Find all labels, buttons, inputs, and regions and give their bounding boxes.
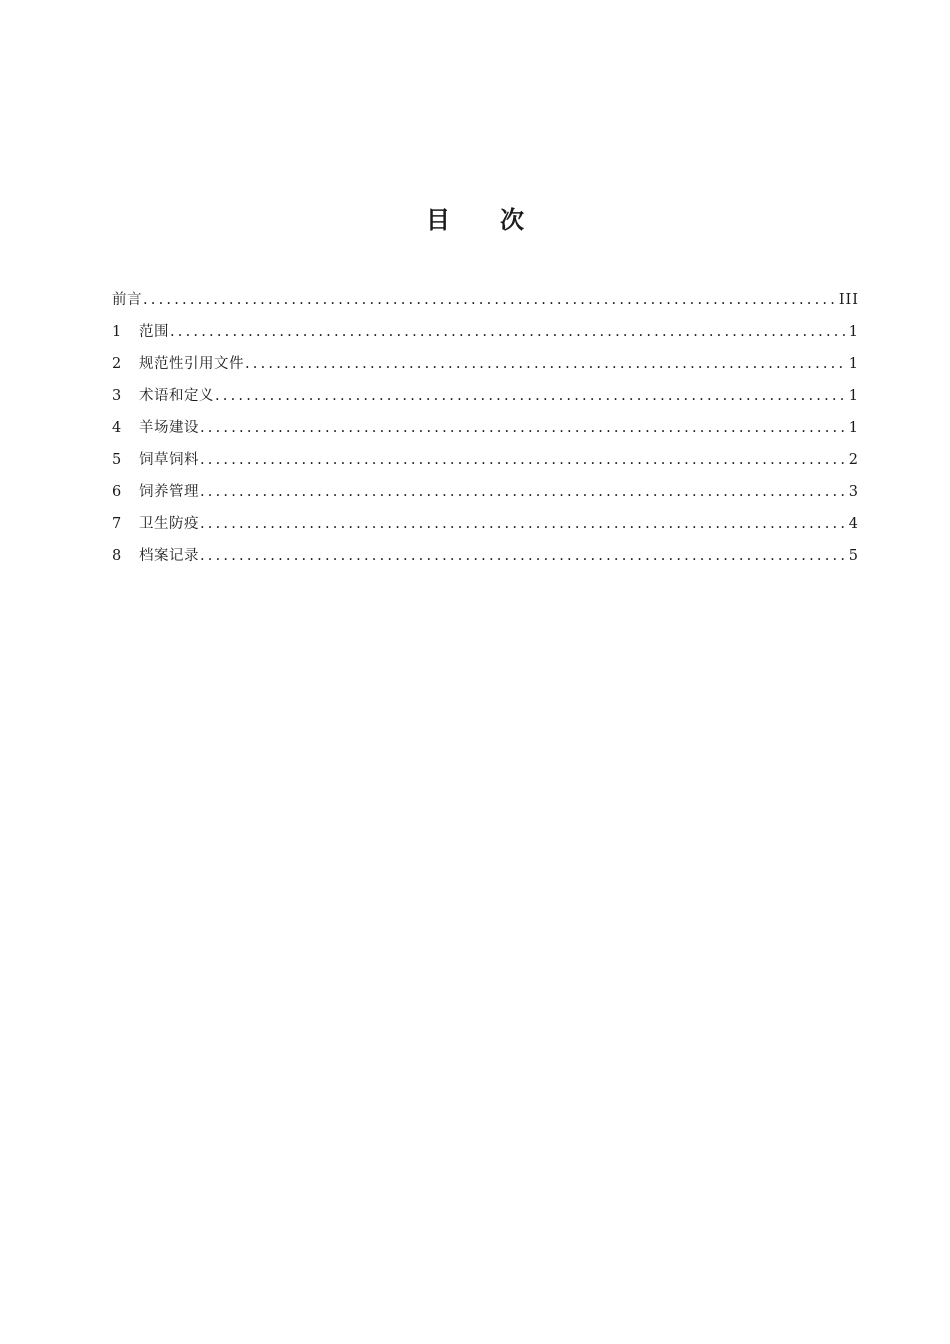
toc-entry-page: 1 xyxy=(848,324,859,340)
toc-entry-page: 5 xyxy=(848,548,859,564)
toc-entry-page: 3 xyxy=(848,484,859,500)
toc-entry-page: 1 xyxy=(848,388,859,404)
toc-entry-number: 1 xyxy=(112,324,122,340)
toc-entry-7[interactable] xyxy=(112,508,859,540)
toc-leader-dots xyxy=(200,540,845,572)
toc-leader-dots xyxy=(200,476,845,508)
toc-entry-number: 6 xyxy=(112,484,122,500)
toc-title-part1: 目 xyxy=(426,206,450,234)
toc-entry-page: 4 xyxy=(848,516,859,532)
toc-entry-number: 7 xyxy=(112,516,122,532)
toc-leader-dots xyxy=(143,284,835,316)
toc-leader-dots xyxy=(245,348,845,380)
toc-entry-text: 档案记录 xyxy=(139,548,199,564)
toc-leader-dots xyxy=(200,444,845,476)
toc-entry-number: 2 xyxy=(112,356,122,372)
toc-entry-8[interactable] xyxy=(112,540,859,572)
toc-entry-text: 饲养管理 xyxy=(139,484,199,500)
toc-entry-3[interactable] xyxy=(112,380,859,412)
toc-entry-number: 5 xyxy=(112,452,122,468)
toc-title-part2: 次 xyxy=(500,206,524,234)
toc-entry-4[interactable] xyxy=(112,412,859,444)
toc-entry-text: 范围 xyxy=(139,324,169,340)
toc-list xyxy=(112,284,859,572)
toc-leader-dots xyxy=(215,380,845,412)
toc-entry-text: 规范性引用文件 xyxy=(139,356,244,372)
toc-entry-text: 前言 xyxy=(112,292,142,308)
toc-entry-1[interactable] xyxy=(112,316,859,348)
toc-title xyxy=(0,200,950,235)
toc-entry-text: 卫生防疫 xyxy=(139,516,199,532)
toc-entry-number: 8 xyxy=(112,548,122,564)
toc-entry-number: 3 xyxy=(112,388,122,404)
toc-leader-dots xyxy=(200,412,845,444)
toc-leader-dots xyxy=(200,508,845,540)
toc-leader-dots xyxy=(170,316,845,348)
toc-entry-number: 4 xyxy=(112,420,122,436)
toc-entry-2[interactable] xyxy=(112,348,859,380)
toc-entry-6[interactable] xyxy=(112,476,859,508)
toc-entry-page: 1 xyxy=(848,420,859,436)
toc-entry-text: 饲草饲料 xyxy=(139,452,199,468)
toc-entry-5[interactable] xyxy=(112,444,859,476)
toc-entry-page: 1 xyxy=(848,356,859,372)
toc-entry-text: 羊场建设 xyxy=(139,420,199,436)
toc-entry-page: 2 xyxy=(848,452,859,468)
toc-entry-page: III xyxy=(838,292,859,308)
toc-entry-text: 术语和定义 xyxy=(139,388,214,404)
toc-entry-foreword[interactable] xyxy=(112,284,859,316)
